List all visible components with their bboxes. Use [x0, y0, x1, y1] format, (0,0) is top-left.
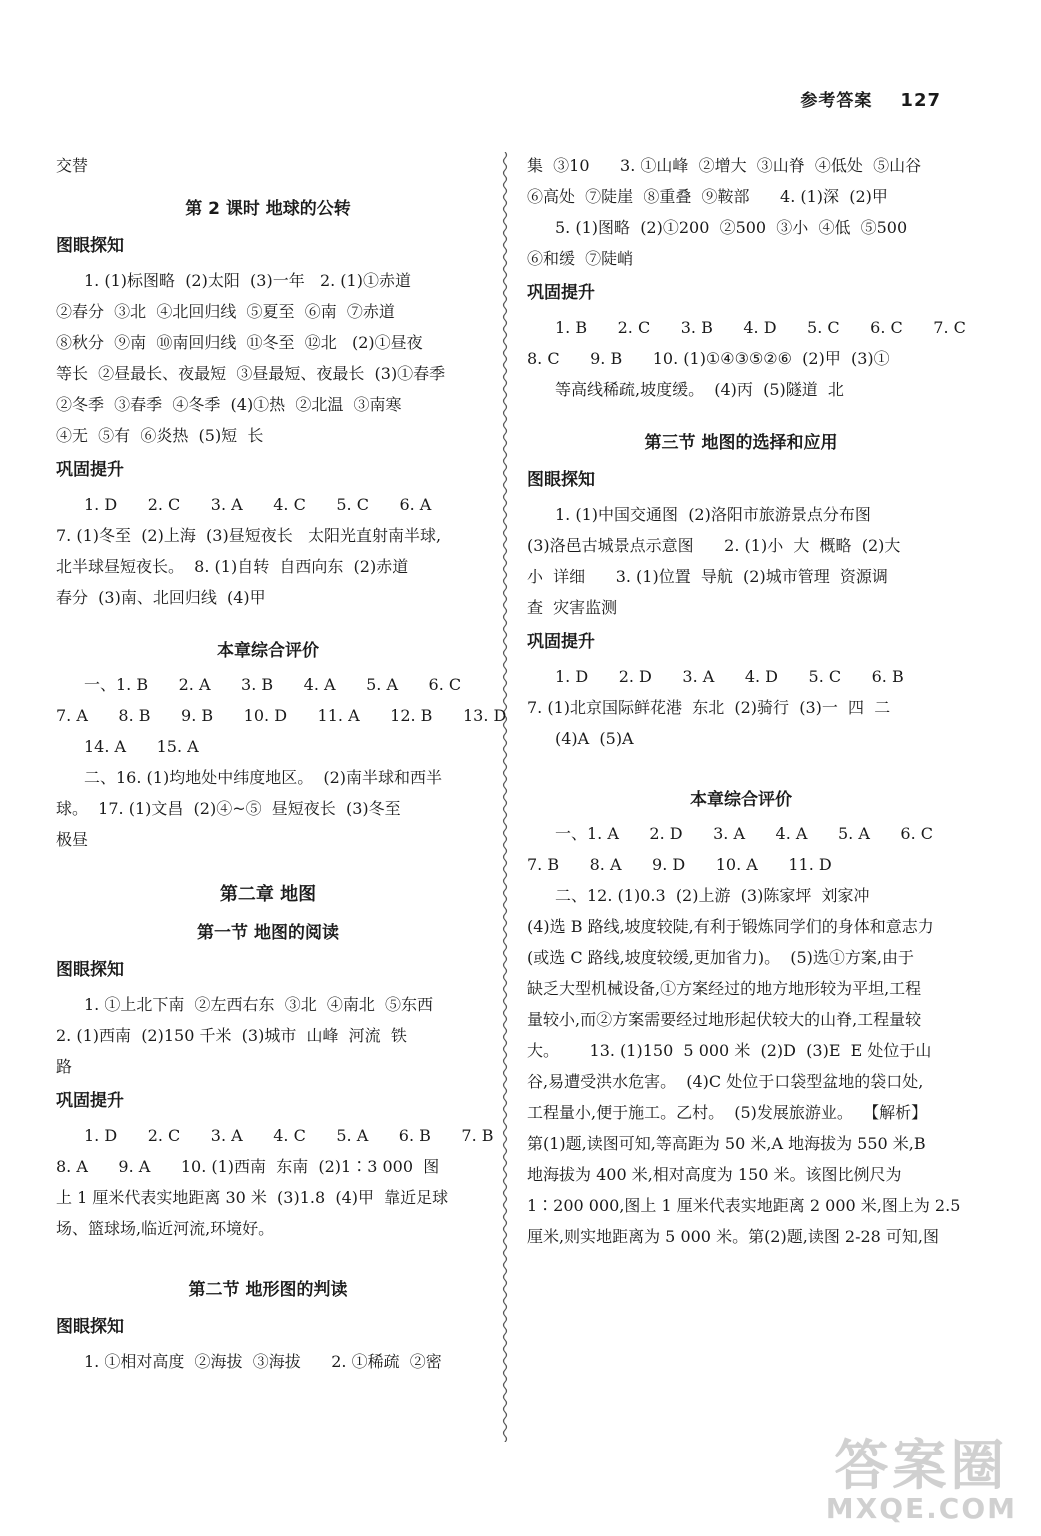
section-title-terrain: 第二节 地形图的判读 — [188, 1280, 348, 1300]
text-line: 大。 13. (1)150 5 000 米 (2)D (3)E E 处位于山 — [527, 1041, 932, 1060]
subheading-tuyan-1: 图眼探知 — [56, 236, 124, 256]
subheading-tuyan-4: 图眼探知 — [527, 470, 595, 490]
text-line: 5. (1)图略 (2)①200 ②500 ③小 ④低 ⑤500 — [555, 218, 908, 237]
text-line: 1. (1)标图略 (2)太阳 (3)一年 2. (1)①赤道 — [84, 271, 411, 290]
text-line: 极昼 — [56, 830, 89, 849]
text-line: 14. A 15. A — [84, 737, 199, 756]
text-line: 工程量小,便于施工。乙村。 (5)发展旅游业。 【解析】 — [527, 1103, 928, 1122]
text-line: 等长 ②昼最长、夜最短 ③昼最短、夜最长 (3)①春季 — [56, 364, 446, 383]
section-title-lesson2: 第 2 课时 地球的公转 — [185, 199, 351, 219]
left-block-1 — [56, 265, 480, 451]
text-line: ②春分 ③北 ④北回归线 ⑤夏至 ⑥南 ⑦赤道 — [56, 302, 395, 321]
section-title-map-selection: 第三节 地图的选择和应用 — [644, 433, 838, 453]
text-line: (4)选 B 路线,坡度较陡,有利于锻炼同学们的身体和意志力 — [527, 917, 934, 936]
text-line: 北半球昼短夜长。 8. (1)自转 自西向东 (2)赤道 — [56, 557, 409, 576]
left-block-4 — [56, 989, 480, 1082]
text-line: 等高线稀疏,坡度缓。 (4)丙 (5)隧道 北 — [555, 380, 844, 399]
subheading-gonggu-2: 巩固提升 — [56, 1091, 124, 1111]
text-line: 二、16. (1)均地处中纬度地区。 (2)南半球和西半 — [84, 768, 443, 787]
watermark-logo — [825, 1434, 1017, 1525]
text-line: 查 灾害监测 — [527, 598, 618, 617]
text-line: 缺乏大型机械设备,①方案经过的地方地形较为平坦,工程 — [527, 979, 922, 998]
right-block-3 — [527, 661, 955, 754]
text-line: (或选 C 路线,坡度较缓,更加省力)。 (5)选①方案,由于 — [527, 948, 914, 967]
text-line: 春分 (3)南、北回归线 (4)甲 — [56, 588, 266, 607]
subheading-tuyan-2: 图眼探知 — [56, 960, 124, 980]
text-line: 厘米,则实地距离为 5 000 米。第(2)题,读图 2-28 可知,图 — [527, 1227, 940, 1246]
text-line: 1. ①相对高度 ②海拔 ③海拔 2. ①稀疏 ②密 — [84, 1352, 442, 1371]
text-line: 谷,易遭受洪水危害。 (4)C 处位于口袋型盆地的袋口处, — [527, 1072, 924, 1091]
text-line: 1. ①上北下南 ②左西右东 ③北 ④南北 ⑤东西 — [84, 995, 434, 1014]
text-line: (4)A (5)A — [555, 729, 634, 748]
watermark-top: 答案圈 — [834, 1434, 1009, 1497]
text-line: (3)洛邑古城景点示意图 2. (1)小 大 概略 (2)大 — [527, 536, 901, 555]
page-number: 127 — [900, 90, 941, 111]
left-column — [56, 150, 507, 1377]
text-line: ②冬季 ③春季 ④冬季 (4)①热 ②北温 ③南寒 — [56, 395, 402, 414]
watermark-bottom: MXQE.COM — [825, 1492, 1017, 1525]
text-line: 7. B 8. A 9. D 10. A 11. D — [527, 855, 832, 874]
text-line: 一、1. B 2. A 3. B 4. A 5. A 6. C — [84, 675, 462, 694]
left-block-6 — [56, 1346, 480, 1377]
text-line: ④无 ⑤有 ⑥炎热 (5)短 长 — [56, 426, 264, 445]
section-title-review-2: 本章综合评价 — [690, 790, 792, 810]
right-column — [527, 150, 966, 1252]
text-line: 集 ③10 3. ①山峰 ②增大 ③山脊 ④低处 ⑤山谷 — [527, 156, 922, 175]
text-line: 1. D 2. D 3. A 4. D 5. C 6. B — [555, 667, 904, 686]
text-line: 8. C 9. B 10. (1)①④③⑤②⑥ (2)甲 (3)① — [527, 349, 890, 368]
subheading-tuyan-3: 图眼探知 — [56, 1317, 124, 1337]
right-block-4 — [527, 818, 961, 1252]
right-block-2 — [527, 499, 955, 623]
left-block-5 — [56, 1120, 494, 1244]
text-line: 1. D 2. C 3. A 4. C 5. C 6. A — [84, 495, 432, 514]
subheading-gonggu-3: 巩固提升 — [527, 283, 595, 303]
text-line: 量较小,而②方案需要经过地形起伏较大的山脊,工程量较 — [527, 1010, 922, 1029]
subheading-gonggu-4: 巩固提升 — [527, 632, 595, 652]
text-line: 小 详细 3. (1)位置 导航 (2)城市管理 资源调 — [527, 567, 888, 586]
section-title-map-reading: 第一节 地图的阅读 — [197, 923, 339, 943]
text-line: 球。 17. (1)文昌 (2)④~⑤ 昼短夜长 (3)冬至 — [56, 799, 401, 818]
text-line: 2. (1)西南 (2)150 千米 (3)城市 山峰 河流 铁 — [56, 1026, 407, 1045]
text-line: ⑥高处 ⑦陡崖 ⑧重叠 ⑨鞍部 4. (1)深 (2)甲 — [527, 187, 888, 206]
text-line: ⑥和缓 ⑦陡峭 — [527, 249, 634, 268]
left-block-2 — [56, 489, 480, 613]
text-line: 二、12. (1)0.3 (2)上游 (3)陈家坪 刘家冲 — [555, 886, 870, 905]
chapter-title: 第二章 地图 — [219, 884, 317, 905]
page-header — [800, 86, 941, 111]
text-line: 7. (1)北京国际鲜花港 东北 (2)骑行 (3)一 四 二 — [527, 698, 891, 717]
text-line: 上 1 厘米代表实地距离 30 米 (3)1.8 (4)甲 靠近足球 — [56, 1188, 449, 1207]
text-line: 交替 — [56, 156, 89, 175]
text-line: 一、1. A 2. D 3. A 4. A 5. A 6. C — [555, 824, 933, 843]
left-block-intro — [56, 150, 480, 181]
right-block-0 — [527, 150, 955, 274]
text-line: 7. A 8. B 9. B 10. D 11. A 12. B 13. D — [56, 706, 507, 725]
column-divider — [501, 152, 509, 1442]
text-line: ⑧秋分 ⑨南 ⑩南回归线 ⑪冬至 ⑫北 (2)①昼夜 — [56, 333, 423, 352]
left-block-3 — [56, 669, 507, 855]
text-line: 8. A 9. A 10. (1)西南 东南 (2)1∶3 000 图 — [56, 1157, 440, 1176]
text-line: 1. (1)中国交通图 (2)洛阳市旅游景点分布图 — [555, 505, 871, 524]
text-line: 第(1)题,读图可知,等高距为 50 米,A 地海拔为 550 米,B — [527, 1134, 926, 1153]
text-line: 7. (1)冬至 (2)上海 (3)昼短夜长 太阳光直射南半球, — [56, 526, 442, 545]
header-title: 参考答案 — [800, 91, 873, 111]
text-line: 路 — [56, 1057, 73, 1076]
text-line: 地海拔为 400 米,相对高度为 150 米。该图比例尺为 — [527, 1165, 902, 1184]
right-block-1 — [527, 312, 966, 405]
text-line: 场、篮球场,临近河流,环境好。 — [56, 1219, 275, 1238]
subheading-gonggu-1: 巩固提升 — [56, 460, 124, 480]
text-line: 1. D 2. C 3. A 4. C 5. A 6. B 7. B — [84, 1126, 494, 1145]
text-line: 1. B 2. C 3. B 4. D 5. C 6. C 7. C — [555, 318, 966, 337]
text-line: 1∶200 000,图上 1 厘米代表实地距离 2 000 米,图上为 2.5 — [527, 1196, 961, 1215]
section-title-review-1: 本章综合评价 — [217, 641, 319, 661]
